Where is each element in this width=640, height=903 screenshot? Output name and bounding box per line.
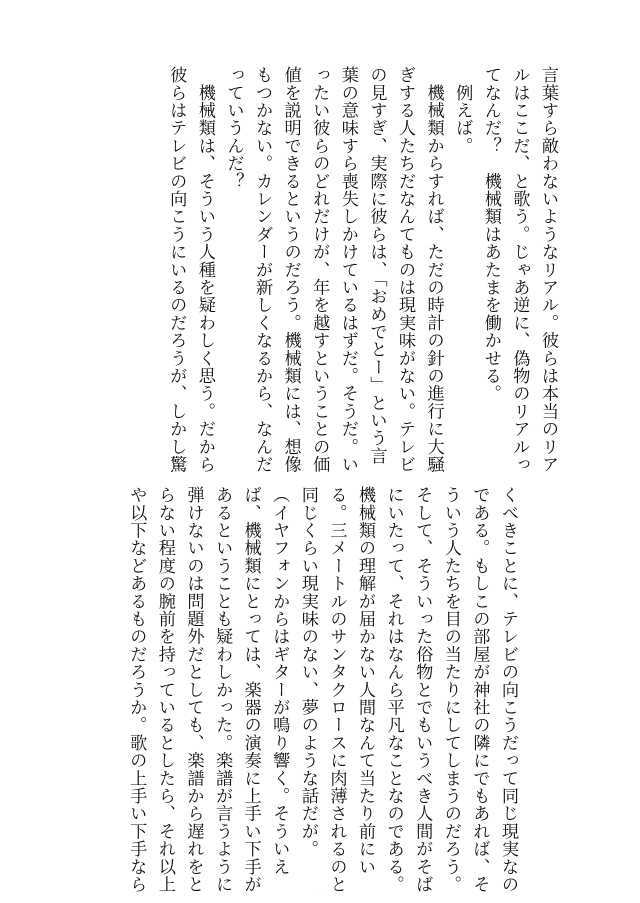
text-column: 弾けないのは問題外だとしても、楽譜から遅れをと — [183, 486, 204, 894]
text-column: 値を説明できるというのだろう。機械類には、想像 — [280, 66, 301, 474]
text-column: 機械類は、そういう人種を疑わしく思う。だから — [194, 66, 215, 474]
text-column: てなんだ？ 機械類はあたまを働かせる。 — [480, 66, 501, 403]
text-column: 例えば。 — [452, 66, 473, 155]
text-column: ルはここだ、と歌う。じゃあ逆に、偽物のリアルっ — [509, 66, 530, 474]
text-column: 言葉すら敵わないようなリアル。彼らは本当のリア — [538, 66, 558, 474]
text-column: 葉の意味すら喪失しかけているはずだ。そうだ。い — [337, 66, 358, 474]
text-column: 同じくらい現実味のない、夢のような話だが。 — [297, 486, 318, 858]
text-block-upper — [162, 66, 562, 474]
text-column: そして、そういった俗物とでもいうべき人間がそば — [412, 486, 433, 894]
text-column: あるということも疑わしかった。楽譜が言うように — [212, 486, 233, 894]
text-column: る。三メートルのサンタクロースに肉薄されるのと — [326, 486, 347, 894]
text-column: にいたって、それはなんら平凡なことなのである。 — [383, 486, 404, 894]
text-column: 機械類からすれば、ただの時計の針の進行に大騒 — [423, 66, 444, 474]
text-column: 機械類の理解が届かない人間なんて当たり前にい — [355, 486, 376, 876]
text-column: ぎする人たちだなんてものは現実味がない。テレビ — [395, 66, 416, 474]
text-column: もつかない。カレンダーが新しくなるから、なんだ — [252, 66, 273, 474]
text-block-lower — [122, 486, 522, 894]
text-column: ったい彼らのどれだけが、年を越すということの価 — [309, 66, 330, 474]
text-column: くべきことに、テレビの向こうだって同じ現実なの — [498, 486, 518, 894]
text-column: （イヤフォンからはギターが鳴り響く。そういえ — [269, 486, 290, 876]
text-column: っていうんだ？ — [223, 66, 244, 190]
text-column: や以下などあるものだろうか。歌の上手い下手なら — [126, 486, 147, 894]
text-column: 彼らはテレビの向こうにいるのだろうが、しかし驚 — [166, 66, 187, 474]
text-column: の見すぎ、実際に彼らは、「おめでとー」という言 — [366, 66, 387, 465]
text-column: ういう人たちを目の当たりにしてしまうのだろう。 — [440, 486, 461, 894]
text-column: ば、機械類にとっては、楽器の演奏に上手い下手が — [240, 486, 261, 894]
text-column: である。もしこの部屋が神社の隣にでもあれば、そ — [469, 486, 490, 894]
page-folio-mark: . — [319, 884, 321, 891]
text-column: らない程度の腕前を持っているとしたら、それ以上 — [154, 486, 175, 894]
